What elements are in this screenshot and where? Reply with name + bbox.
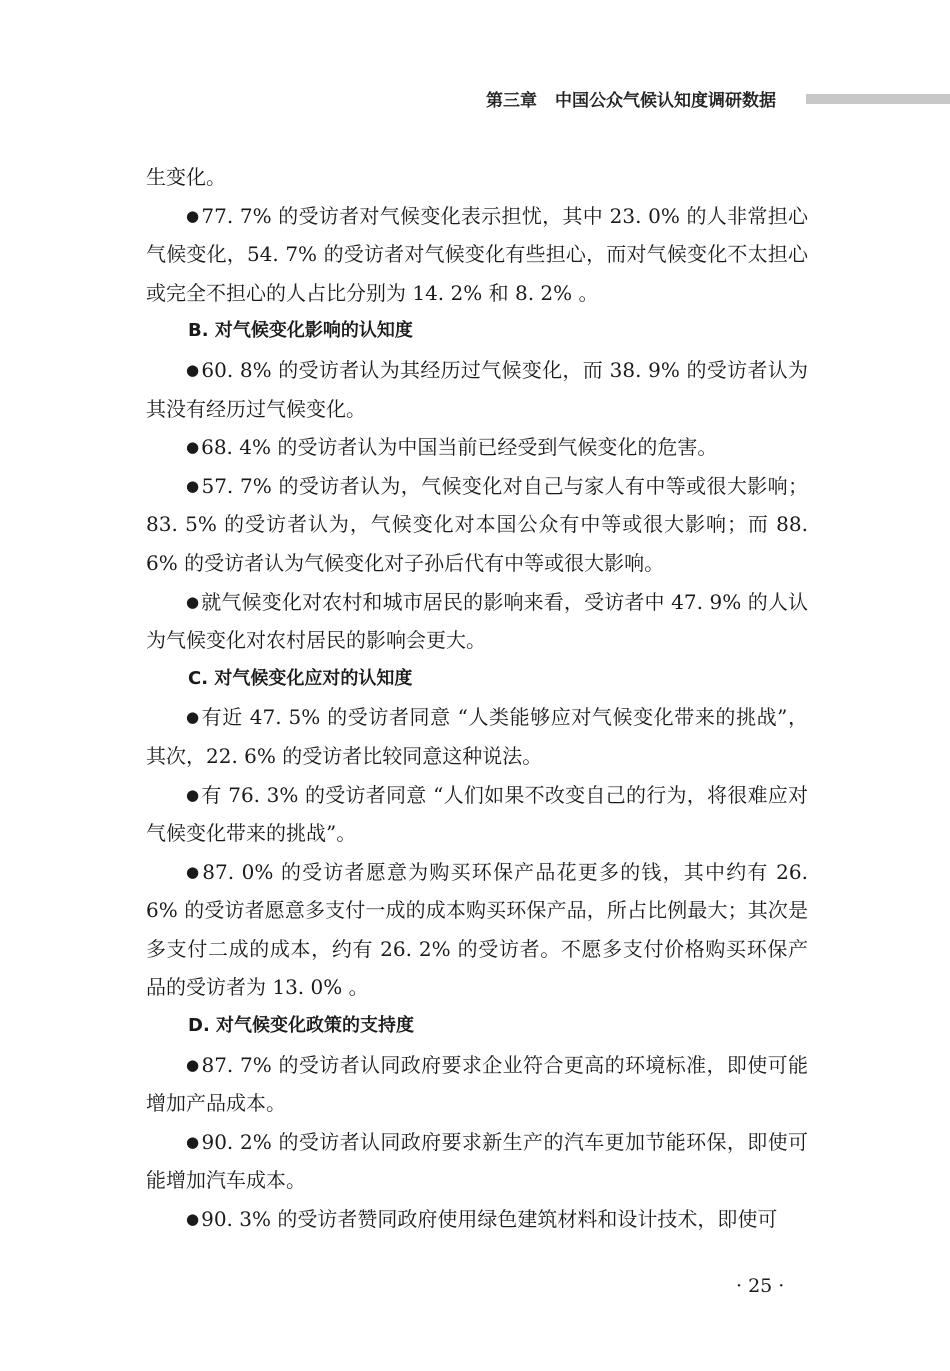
- bullet-icon: ●: [186, 1055, 200, 1074]
- paragraph-text: 就气候变化对农村和城市居民的影响来看，受访者中 47. 9% 的人认为气候变化对农村居民的影响会更大。: [146, 589, 809, 653]
- chapter-title: 中国公众气候认知度调研数据: [555, 91, 776, 111]
- bullet-paragraph: [146, 853, 808, 1007]
- paragraph-text: 60. 8% 的受访者认为其经历过气候变化，而 38. 9% 的受访者认为其没有经历过气候变化。: [146, 357, 808, 421]
- bullet-icon: ●: [186, 360, 200, 379]
- paragraph-text: 77. 7% 的受访者对气候变化表示担忧，其中 23. 0% 的人非常担心气候变化，54. 7% 的受访者对气候变化有些担心，而对气候变化不太担心或完全不担心的人占比分别为 14. 2% 和 8. 2% 。: [146, 203, 808, 305]
- bullet-icon: ●: [186, 206, 200, 225]
- chapter-label: 第三章: [486, 91, 537, 111]
- bullet-icon: ●: [186, 708, 200, 727]
- running-header: [486, 86, 776, 111]
- bullet-icon: ●: [186, 862, 201, 881]
- bullet-paragraph: [146, 467, 808, 583]
- section-heading: B. 对气候变化影响的认知度: [188, 320, 413, 342]
- bullet-icon: ●: [186, 1210, 200, 1229]
- bullet-icon: ●: [186, 1132, 200, 1151]
- paragraph-text: 87. 0% 的受访者愿意为购买环保产品花更多的钱，其中约有 26. 6% 的受访者愿意多支付一成的成本购买环保产品，所占比例最大；其次是多支付二成的成本，约有 26. 2% 的受访者。不愿多支付价格购买环保产品的受访者为 13. 0% 。: [146, 859, 808, 1000]
- paragraph-text: 87. 7% 的受访者认同政府要求企业符合更高的环境标准，即使可能增加产品成本。: [146, 1052, 809, 1116]
- bullet-icon: ●: [186, 476, 200, 495]
- paragraph-text: 90. 2% 的受访者认同政府要求新生产的汽车更加节能环保，即使可能增加汽车成本。: [146, 1129, 809, 1193]
- bullet-icon: ●: [186, 592, 200, 611]
- page-body: [146, 158, 808, 1239]
- bullet-paragraph: [146, 351, 808, 428]
- bullet-paragraph: [146, 776, 808, 853]
- bullet-paragraph: [146, 1046, 808, 1123]
- bullet-icon: ●: [186, 785, 200, 804]
- header-decoration-bar: [806, 94, 950, 104]
- bullet-paragraph: [146, 1123, 808, 1200]
- section-heading: C. 对气候变化应对的认知度: [188, 667, 413, 689]
- bullet-paragraph: [146, 428, 808, 467]
- paragraph-text: 57. 7% 的受访者认为，气候变化对自己与家人有中等或很大影响；83. 5% 的受访者认为，气候变化对本国公众有中等或很大影响；而 88. 6% 的受访者认为气候变化对子孙后代有中等或很大影响。: [146, 473, 809, 575]
- bullet-paragraph: [146, 1200, 808, 1239]
- bullet-paragraph: [146, 197, 808, 313]
- paragraph-text: 90. 3% 的受访者赞同政府使用绿色建筑材料和设计技术，即使可: [201, 1207, 778, 1232]
- paragraph-text: 有近 47. 5% 的受访者同意 “人类能够应对气候变化带来的挑战”，其次，22. 6% 的受访者比较同意这种说法。: [146, 705, 808, 768]
- paragraph: [146, 158, 808, 197]
- bullet-paragraph: [146, 698, 808, 775]
- page-number: · 25 ·: [736, 1275, 785, 1297]
- bullet-icon: ●: [186, 438, 200, 457]
- bullet-paragraph: [146, 583, 808, 660]
- section-heading: D. 对气候变化政策的支持度: [188, 1015, 415, 1037]
- paragraph-text: 生变化。: [146, 165, 226, 189]
- paragraph-text: 有 76. 3% 的受访者同意 “人们如果不改变自己的行为，将很难应对气候变化带来的挑战”。: [146, 782, 808, 846]
- paragraph-text: 68. 4% 的受访者认为中国当前已经受到气候变化的危害。: [201, 435, 718, 460]
